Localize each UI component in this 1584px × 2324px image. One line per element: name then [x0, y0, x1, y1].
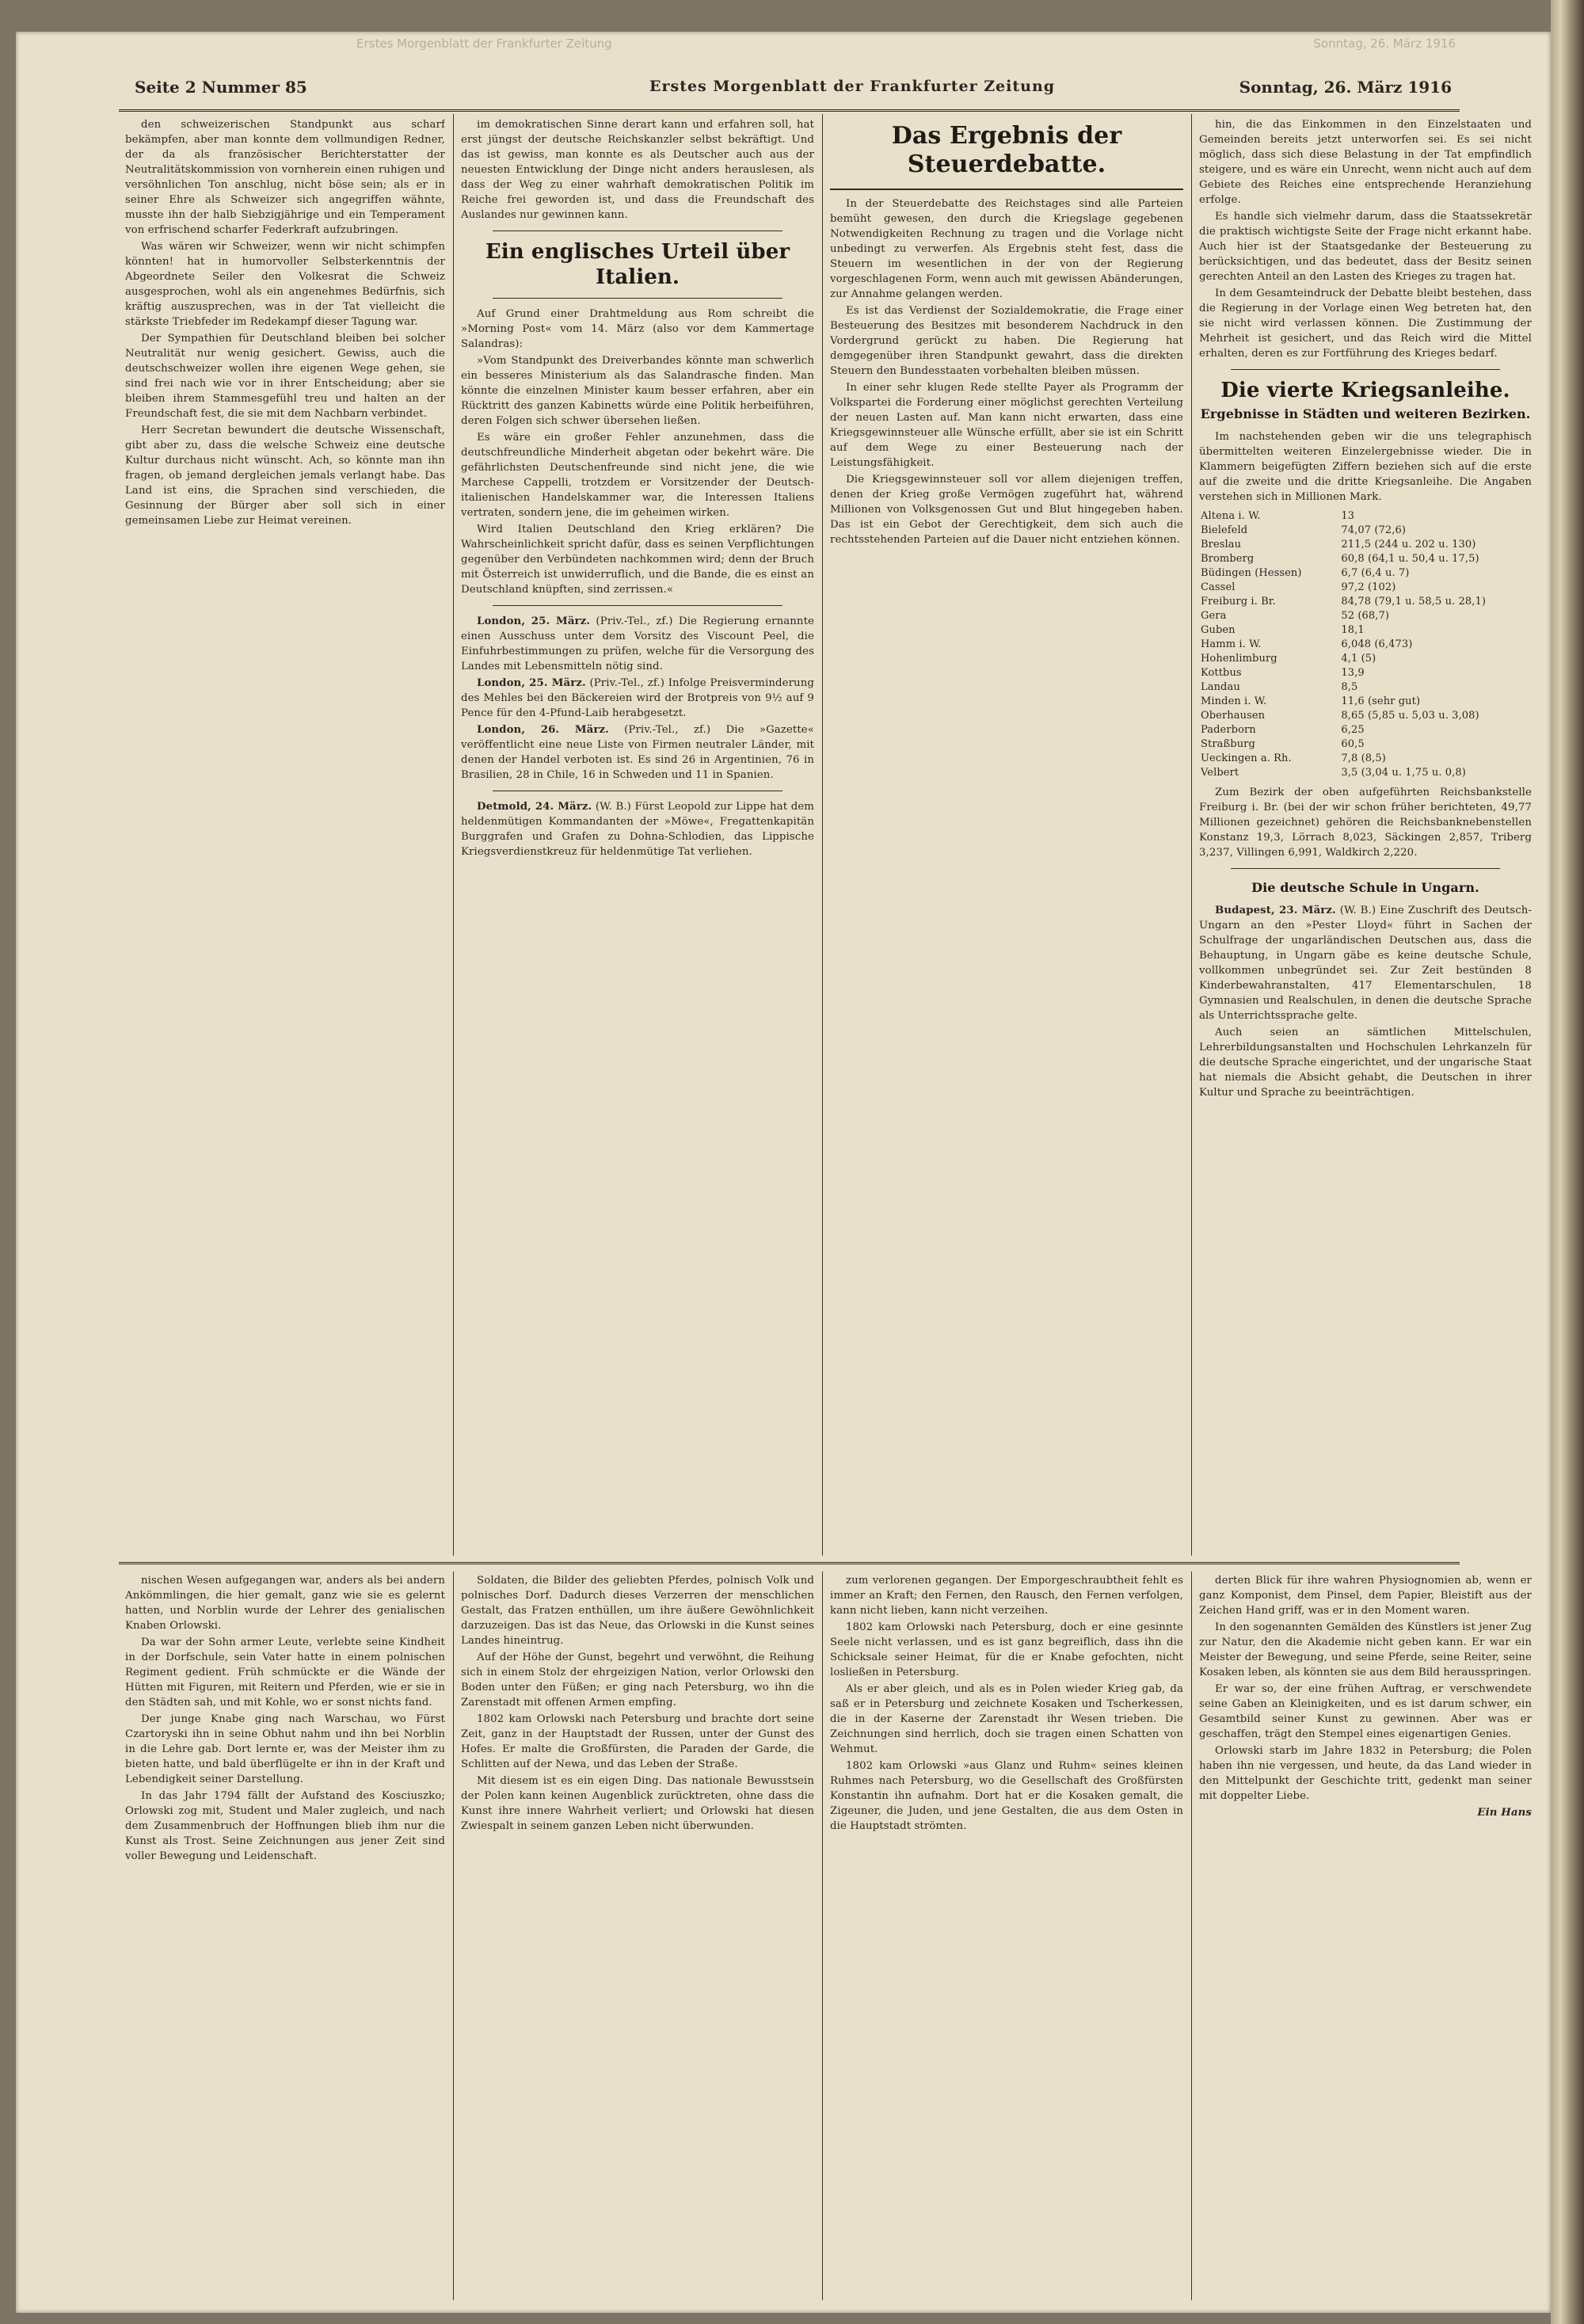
paragraph: Als er aber gleich, und als es in Polen wieder Krieg gab, da saß er in Petersburg und zeichnete Kosaken und Tscherkessen, die in der Kaserne der Zarenstadt ihr Wesen trieben. Die Zeichnungen sind herrlich, doch sie tragen einen Schatten von Wehmut. [830, 1683, 1183, 1755]
table-row [1199, 609, 1532, 623]
place-cell: Kottbus [1201, 667, 1242, 679]
paragraph: Die Kriegsgewinnsteuer soll vor allem diejenigen treffen, denen der Krieg große Vermögen zugeführt hat, während Millionen von Volksgenossen Gut und Blut hingegeben haben. Das ist ein Gebot der Gerechtigkeit, dem sich auch die rechtsstehenden Parteien auf die Dauer nicht entziehen können. [830, 474, 1183, 546]
feuilleton-column-2 [461, 1573, 814, 2302]
paragraph: In der Steuerdebatte des Reichstages sind alle Parteien bemüht gewesen, den durch die Kriegslage gegebenen Notwendigkeiten Rechnung zu tragen und die Vorlage nicht unbedingt zu verwerfen. Als Ergebnis steht fest, dass die Steuern im wesentlichen in der von der Regierung vorgeschlagenen Form, wenn auch mit gewissen Abänderungen, zur Annahme gelangen werden. [830, 198, 1183, 300]
value-cell: 3,5 (3,04 u. 1,75 u. 0,8) [1341, 767, 1466, 779]
table-row [1199, 566, 1532, 581]
value-cell: 11,6 (sehr gut) [1341, 695, 1421, 707]
column-rule [822, 1572, 823, 2300]
column-rule [453, 114, 454, 1556]
value-cell: 13 [1341, 510, 1355, 522]
paragraph: Wird Italien Deutschland den Krieg erklären? Die Wahrscheinlichkeit spricht dafür, dass es seinen Verpflichtungen gegenüber den Verbündeten nachkommen wird; denn der Bruch mit Österreich ist unwiderruflich, und die Bande, die es einst an Deutschland knüpften, sind zerrissen.« [461, 524, 814, 596]
page-number: Seite 2 Nummer 85 [135, 78, 307, 97]
value-cell: 8,5 [1341, 681, 1358, 693]
paragraph: Der Sympathien für Deutschland bleiben bei solcher Neutralität nur wenig gesichert. Gewiss, auch die deutschschweizer wollen ihre eigenen Wege gehen, sie sind frei nach wie vor in ihrer Entscheidung; aber sie bleiben ihrem Stammesgefühl treu und halten an der Freundschaft fest, die sie mit dem Nachbarn verbindet. [125, 333, 445, 420]
table-row [1199, 766, 1532, 780]
value-cell: 18,1 [1341, 624, 1365, 636]
value-cell: 97,2 (102) [1341, 581, 1396, 593]
paragraph: Mit diesem ist es ein eigen Ding. Das nationale Bewusstsein der Polen kann keinen Augenblick zurücktreten, ohne dass die Kunst ihre innere Wahrheit verliert; und Orlowski hat diesen Zwiespalt in seinem ganzen Leben nicht überwunden. [461, 1775, 814, 1832]
news-text: (Priv.-Tel., zf.) Die Regierung ernannte einen Ausschuss unter dem Vorsitz des Viscount Peel, die Einfuhrbestimmungen zu prüfen, welche für die Versorgung des Landes mit Lebensmitteln nötig sind. [461, 615, 814, 672]
paragraph: derten Blick für ihre wahren Physiognomien ab, wenn er ganz Komponist, dem Pinsel, dem Papier, Bleistift aus der Zeichen Hand griff, was er in den Moment waren. [1199, 1575, 1532, 1617]
place-cell: Bielefeld [1201, 524, 1248, 536]
author-signature: Ein Hans [1477, 1807, 1532, 1819]
table-row [1199, 709, 1532, 723]
value-cell: 6,25 [1341, 724, 1365, 736]
news-item [461, 722, 814, 783]
table-row [1199, 680, 1532, 695]
subscription-table [1199, 509, 1532, 780]
paragraph: 1802 kam Orlowski nach Petersburg und brachte dort seine Zeit, ganz in der Hauptstadt der Russen, unter der Gunst des Hofes. Er malte die Großfürsten, die Paraden der Garde, die Schlitten auf der Newa, und das Leben der Straße. [461, 1713, 814, 1770]
place-cell: Cassel [1201, 581, 1236, 593]
value-cell: 60,5 [1341, 738, 1365, 750]
paragraph: Was wären wir Schweizer, wenn wir nicht schimpfen könnten! hat in humorvoller Selbsterkenntnis der Abgeordnete Seiler den Volkesrat die Schweiz ausgesprochen, wohl als ein angenehmes Bedürfnis, sich kräftig auszusprechen, was in der Tat vielleicht die stärkste Triebfeder im Redekampf dieser Tagung war. [125, 241, 445, 328]
paragraph: zum verlorenen gegangen. Der Emporgeschraubtheit fehlt es immer an Kraft; den Fernen, den Rausch, den Fernen verfolgen, kann nicht lieben, kann nicht verzeihen. [830, 1575, 1183, 1617]
place-cell: Hamm i. W. [1201, 638, 1262, 650]
paragraph: Es handle sich vielmehr darum, dass die Staatssekretär die praktisch wichtigste Seite der Frage nicht erkannt habe. Auch hier ist der Staatsgedanke der Besteuerung zu berücksichtigen, und das bedeutet, dass der Besitz seinen gerechten Anteil an den Lasten des Krieges zu tragen hat. [1199, 211, 1532, 283]
place-cell: Paderborn [1201, 724, 1256, 736]
paragraph: In den sogenannten Gemälden des Künstlers ist jener Zug zur Natur, den die Akademie nicht geben kann. Er war ein Meister der Bewegung, und seine Pferde, seine Reiter, seine Kosaken leben, als könnten sie aus dem Bild herausspringen. [1199, 1621, 1532, 1678]
table-row [1199, 737, 1532, 752]
place-cell: Velbert [1201, 767, 1239, 779]
separator [493, 605, 782, 606]
column-4 [1199, 117, 1532, 1555]
table-row [1199, 695, 1532, 709]
article-headline-tax: Das Ergebnis der Steuerdebatte. [891, 122, 1122, 178]
feuilleton-column-4 [1199, 1573, 1532, 2302]
place-cell: Bromberg [1201, 553, 1255, 565]
dateline: Budapest, 23. März. [1215, 905, 1336, 916]
place-cell: Hohenlimburg [1201, 653, 1277, 665]
paragraph: »Vom Standpunkt des Dreiverbandes könnte man schwerlich ein besseres Ministerium als das Salandrasche finden. Man könnte die einzelnen Minister kaum besser erfahren, aber ein Rücktritt des ganzen Kabinetts würde eine Politik herbeiführen, deren Folgen sich schwer übersehen ließen. [461, 355, 814, 427]
place-cell: Freiburg i. Br. [1201, 596, 1276, 608]
place-cell: Straßburg [1201, 738, 1255, 750]
value-cell: 84,78 (79,1 u. 58,5 u. 28,1) [1341, 596, 1487, 608]
place-cell: Altena i. W. [1201, 510, 1261, 522]
paragraph: Der junge Knabe ging nach Warschau, wo Fürst Czartoryski ihn in seine Obhut nahm und ihn bei Norblin in die Lehre gab. Dort lernte er, was der Meister ihm zu bieten hatte, und bald überflügelte er ihn in der Kraft und Lebendigkeit seiner Darstellung. [125, 1713, 445, 1785]
value-cell: 60,8 (64,1 u. 50,4 u. 17,5) [1341, 553, 1479, 565]
paragraph: im demokratischen Sinne derart kann und erfahren soll, hat erst jüngst der deutsche Reichskanzler selbst bekräftigt. Und das ist gewiss, man konnte es als Deutscher auch aus der neuesten Entwicklung der Dinge nicht anders herauslesen, als dass der Weg zu einer wahrhaft demokratischen Politik im Reiche frei geworden ist, und dass die Freundschaft des Auslandes nur gewinnen kann. [461, 119, 814, 221]
value-cell: 6,048 (6,473) [1341, 638, 1413, 650]
table-row [1199, 638, 1532, 652]
news-text: (Priv.-Tel., zf.) Die »Gazette« veröffentlicht eine neue Liste von Firmen neutraler Länder, mit denen der Handel verboten ist. Es sind 26 in Argentinien, 76 in Brasilien, 28 in Chile, 16 in Schweden und 11 in Spanien. [461, 724, 814, 781]
issue-date: Sonntag, 26. März 1916 [1239, 78, 1452, 97]
dateline: London, 25. März. [477, 677, 586, 689]
paragraph: Da war der Sohn armer Leute, verlebte seine Kindheit in der Dorfschule, sein Vater hatte in einem polnischen Regiment gedient. Früh schmückte er die Wände der Hütten mit Figuren, mit Reitern und Pferden, wie er sie in den Städten sah, und mit Kohle, wo er sonst nichts fand. [125, 1636, 445, 1709]
paragraph: 1802 kam Orlowski »aus Glanz und Ruhm« seines kleinen Ruhmes nach Petersburg, wo die Gesellschaft des Großfürsten Konstantin ihn aufnahm. Dort hat er die Kosaken gemalt, die Zigeuner, die Juden, und jene Gestalten, die aus dem Osten in die Hauptstadt strömten. [830, 1760, 1183, 1832]
place-cell: Büdingen (Hessen) [1201, 567, 1302, 579]
dateline: London, 26. März. [477, 724, 609, 736]
separator [1231, 369, 1500, 370]
column-rule [1191, 1572, 1192, 2300]
article-headline-italy: Ein englisches Urteil über Italien. [485, 240, 790, 289]
separator [1231, 868, 1500, 869]
table-row [1199, 623, 1532, 638]
paragraph: hin, die das Einkommen in den Einzelstaaten und Gemeinden bereits jetzt unterworfen sei. Es sei nicht möglich, dass sich diese Belastung in der Tat empfindlich steigere, und es wäre ein Unrecht, wenn nicht auch auf dem Gebiete des Reiches eine entsprechende Heranziehung erfolge. [1199, 119, 1532, 206]
feuilleton-column-3 [830, 1573, 1183, 2302]
table-row [1199, 538, 1532, 552]
place-cell: Ueckingen a. Rh. [1201, 752, 1292, 764]
newspaper-page [16, 32, 1551, 2313]
paragraph: Orlowski starb im Jahre 1832 in Petersburg; die Polen haben ihn nie vergessen, und heute, da das Land wieder in den Mittelpunkt der Geschichte tritt, gedenkt man seiner mit doppelter Liebe. [1199, 1745, 1532, 1802]
paragraph: den schweizerischen Standpunkt aus scharf bekämpfen, aber man konnte dem vollmundigen Redner, der da als französischer Berichterstatter der Neutralitätskommission von vornherein einen ruhigen und versöhnlichen Ton anschlug, nicht böse sein; als er in seiner Ehre als Schweizer sich angegriffen wähnte, musste ihn der halb Siebzigjährige und ein Temperament von erfrischend scharfer Federkraft aufzubringen. [125, 119, 445, 236]
article-subheadline: Ergebnisse in Städten und weiteren Bezirken. [1200, 406, 1531, 421]
paragraph: Es ist das Verdienst der Sozialdemokratie, die Frage einer Besteuerung des Besitzes mit besonderem Nachdruck in den Vordergrund gerückt zu haben. Die Regierung hat demgegenüber ihren Standpunkt gewahrt, dass die direkten Steuern den Bundesstaaten vorbehalten bleiben müssen. [830, 305, 1183, 377]
article-headline-loan: Die vierte Kriegsanleihe. [1220, 379, 1510, 402]
dateline: Detmold, 24. März. [477, 801, 592, 813]
table-row [1199, 752, 1532, 766]
faint-stamp-left: Erstes Morgenblatt der Frankfurter Zeitung [356, 36, 612, 51]
place-cell: Oberhausen [1201, 710, 1266, 722]
value-cell: 8,65 (5,85 u. 5,03 u. 3,08) [1341, 710, 1479, 722]
news-item [461, 614, 814, 674]
news-text: (W. B.) Fürst Leopold zur Lippe hat dem heldenmütigen Kommandanten der »Möwe«, Fregattenkapitän Burggrafen und Grafen zu Dohna-Schlodien, das Lippische Kriegsverdienstkreuz für heldenmütige Tat verliehen. [461, 801, 814, 858]
place-cell: Landau [1201, 681, 1240, 693]
paragraph: Im nachstehenden geben wir die uns telegraphisch übermittelten weiteren Einzelergebnisse wieder. Die in Klammern beigefügten Ziffern beziehen sich auf die erste auf die zweite und die dritte Kriegsanleihe. Die Angaben verstehen sich in Millionen Mark. [1199, 431, 1532, 503]
paragraph: Auf der Höhe der Gunst, begehrt und verwöhnt, die Reihung sich in einem Stolz der ehrgeizigen Nation, verlor Orlowski den Boden unter den Füßen; er ging nach Petersburg, wo ihn die Zarenstadt mit offenen Armen empfing. [461, 1652, 814, 1709]
value-cell: 6,7 (6,4 u. 7) [1341, 567, 1410, 579]
column-3 [830, 117, 1183, 1555]
value-cell: 52 (68,7) [1341, 610, 1390, 622]
table-row [1199, 509, 1532, 524]
news-item [461, 799, 814, 859]
paragraph: Auf Grund einer Drahtmeldung aus Rom schreibt die »Morning Post« vom 14. März (also vor dem Kammertage Salandras): [461, 308, 814, 350]
table-row [1199, 552, 1532, 566]
separator [493, 230, 782, 231]
news-item [1199, 903, 1532, 1023]
book-binding-edge [1551, 0, 1584, 2324]
paragraph: Auch seien an sämtlichen Mittelschulen, Lehrerbildungsanstalten und Hochschulen Lehrkanzeln für die deutsche Sprache eingerichtet, und der ungarische Staat hat niemals die Absicht gehabt, die Deutschen in ihrer Kultur und Sprache zu beeinträchtigen. [1199, 1027, 1532, 1099]
paragraph: nischen Wesen aufgegangen war, anders als bei andern Ankömmlingen, die hier gemalt, ganz wie sie es gelernt hatten, und Norblin wurde der Lehrer des genialischen Knaben Orlowski. [125, 1575, 445, 1632]
column-rule [822, 114, 823, 1556]
paragraph: Zum Bezirk der oben aufgeführten Reichsbankstelle Freiburg i. Br. (bei der wir schon früher berichteten, 49,77 Millionen gezeichnet) gehören die Reichsbanknebenstellen Konstanz 19,3, Lörrach 8,023, Säckingen 2,857, Triberg 3,237, Villingen 6,991, Waldkirch 2,220. [1199, 787, 1532, 859]
paragraph: In einer sehr klugen Rede stellte Payer als Programm der Volkspartei die Forderung einer möglichst gerechten Verteilung der neuen Lasten auf. Man kann nicht erwarten, dass eine Kriegsgewinnsteuer alle Wünsche erfüllt, aber sie ist ein Schritt auf dem Wege zu einer Besteuerung nach der Leistungsfähigkeit. [830, 382, 1183, 469]
separator [493, 298, 782, 299]
news-text: (W. B.) Eine Zuschrift des Deutsch-Ungarn an den »Pester Lloyd« führt in Sachen der Schulfrage der ungarländischen Deutschen aus, dass die Behauptung, in Ungarn gäbe es keine deutsche Schule, vollkommen unbegründet sei. Zur Zeit bestünden 8 Kinderbewahranstalten, 417 Elementarschulen, 18 Gymnasien und Realschulen, in denen die deutsche Sprache als Unterrichtssprache gelte. [1199, 905, 1532, 1022]
table-row [1199, 524, 1532, 538]
value-cell: 211,5 (244 u. 202 u. 130) [1341, 539, 1476, 551]
feuilleton-divider [119, 1562, 1460, 1571]
value-cell: 7,8 (8,5) [1341, 752, 1386, 764]
value-cell: 13,9 [1341, 667, 1365, 679]
table-row [1199, 595, 1532, 609]
column-1 [125, 117, 445, 1555]
paragraph: Soldaten, die Bilder des geliebten Pferdes, polnisch Volk und polnisches Dorf. Dadurch dieses Verzerren der menschlichen Gestalt, das Fratzen enthüllen, um ihre äußere Gewöhnlichkeit darzuzeigen. Das ist das Neue, das Orlowski in die Kunst seines Landes hineintrug. [461, 1575, 814, 1647]
table-row [1199, 666, 1532, 680]
table-row [1199, 723, 1532, 737]
paragraph: In das Jahr 1794 fällt der Aufstand des Kosciuszko; Orlowski zog mit, Student und Maler zugleich, und nach dem Zusammenbruch der Hoffnungen blieb ihm nur die Kunst als Trost. Seine Zeichnungen aus jener Zeit sind voller Bewegung und Leidenschaft. [125, 1790, 445, 1862]
column-rule [1191, 114, 1192, 1556]
paragraph: 1802 kam Orlowski nach Petersburg, doch er eine gesinnte Seele nicht verlassen, und es ist ganz begreiflich, dass ihn die Schicksale seiner Heimat, für die er Knabe gefochten, nicht losließen in Petersburg. [830, 1621, 1183, 1678]
paragraph: Herr Secretan bewundert die deutsche Wissenschaft, gibt aber zu, dass die welsche Schweiz eine deutsche Kultur durchaus nicht wünscht. Ach, so könnte man ihn fragen, ob jemand dergleichen jemals verlangt habe. Das Land ist eins, die Sprachen sind verschieden, die Gesinnung der Bürger aber soll sich in einer gemeinsamen Liebe zur Heimat vereinen. [125, 425, 445, 527]
page-header [119, 70, 1460, 112]
masthead: Erstes Morgenblatt der Frankfurter Zeitung [649, 78, 1056, 95]
table-row [1199, 652, 1532, 666]
separator [830, 189, 1183, 190]
feuilleton-column-1 [125, 1573, 445, 2302]
dateline: London, 25. März. [477, 615, 591, 627]
paragraph: Es wäre ein großer Fehler anzunehmen, dass die deutschfreundliche Minderheit abgetan oder bekehrt wäre. Die gefährlichsten Deutschenfreunde sind nicht jene, die wie Marchese Cappelli, trotzdem er Vorsitzender der Deutsch-italienischen Handelskammer war, die Interessen Italiens vertraten, sondern jene, die im geheimen wirken. [461, 432, 814, 519]
faint-stamp-right: Sonntag, 26. März 1916 [1313, 36, 1456, 51]
place-cell: Minden i. W. [1201, 695, 1267, 707]
value-cell: 4,1 (5) [1341, 653, 1376, 665]
news-item [461, 676, 814, 721]
article-headline-school: Die deutsche Schule in Ungarn. [1251, 880, 1479, 895]
table-row [1199, 581, 1532, 595]
news-text: (Priv.-Tel., zf.) Infolge Preisverminderung des Mehles bei den Bäckereien wird der Brotpreis von 9½ auf 9 Pence für den 4-Pfund-Laib herabgesetzt. [461, 677, 814, 719]
paragraph: In dem Gesamteindruck der Debatte bleibt bestehen, dass die Regierung in der Vorlage einen Weg betreten hat, den sie nicht wird verlassen können. Die Zustimmung der Mehrheit ist gesichert, und das Reich wird die Mittel erhalten, deren es zur Fortführung des Krieges bedarf. [1199, 288, 1532, 360]
value-cell: 74,07 (72,6) [1341, 524, 1407, 536]
place-cell: Guben [1201, 624, 1236, 636]
column-rule [453, 1572, 454, 2300]
place-cell: Breslau [1201, 539, 1242, 551]
column-2 [461, 117, 814, 1555]
place-cell: Gera [1201, 610, 1227, 622]
paragraph: Er war so, der eine frühen Auftrag, er verschwendete seine Gaben an Kleinigkeiten, und es ist darum schwer, ein Gesamtbild seiner Kunst zu gewinnen. Aber was er geschaffen, trägt den Stempel eines eigenartigen Genies. [1199, 1683, 1532, 1740]
